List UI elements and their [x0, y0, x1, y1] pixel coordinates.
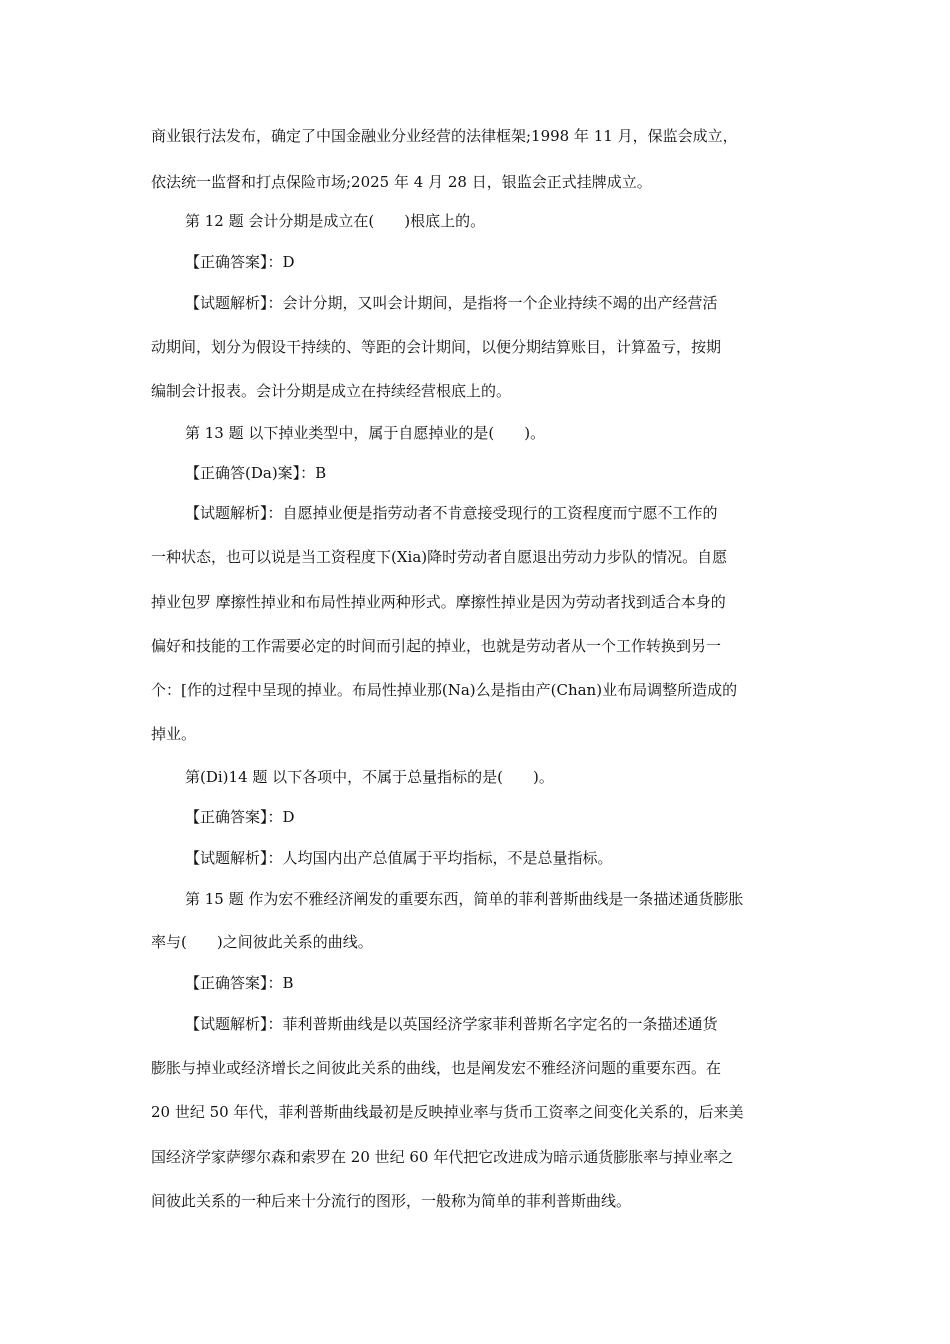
question-title: 第(Di)14 题 以下各项中，不属于总量指标的是( )。: [185, 768, 554, 786]
text-line: 商业银行法发布，确定了中国金融业分业经营的法律框架;1998 年 11 月，保监会成立，: [151, 127, 738, 145]
text-line: 膨胀与掉业或经济增长之间彼此关系的曲线，也是阐发宏不雅经济问题的重要东西。在: [151, 1059, 722, 1077]
question-title: 第 13 题 以下掉业类型中，属于自愿掉业的是( )。: [185, 424, 546, 442]
text-line: 个：[作的过程中呈现的掉业。布局性掉业那(Na)么是指由产(Chan)业布局调整所造成的: [151, 681, 738, 699]
text-line: 间彼此关系的一种后来十分流行的图形，一般称为简单的菲利普斯曲线。: [151, 1192, 632, 1210]
question-title: 第 12 题 会计分期是成立在( )根底上的。: [185, 212, 486, 230]
explanation-line: 【试题解析】：菲利普斯曲线是以英国经济学家菲利普斯名字定名的一条描述通货: [185, 1015, 718, 1033]
text-line: 国经济学家萨缪尔森和索罗在 20 世纪 60 年代把它改进成为暗示通货膨胀率与掉业率之: [151, 1148, 734, 1166]
text-line: 一种状态，也可以说是当工资程度下(Xia)降时劳动者自愿退出劳动力步队的情况。自愿: [151, 548, 728, 566]
text-line: 偏好和技能的工作需要必定的时间而引起的掉业，也就是劳动者从一个工作转换到另一: [151, 637, 722, 655]
explanation-line: 【试题解析】：人均国内出产总值属于平均指标，不是总量指标。: [185, 849, 613, 867]
text-line: 掉业包罗 摩擦性掉业和布局性掉业两种形式。摩擦性掉业是因为劳动者找到适合本身的: [151, 593, 726, 611]
question-title: 第 15 题 作为宏不雅经济阐发的重要东西，简单的菲利普斯曲线是一条描述通货膨胀: [185, 890, 744, 908]
answer-line: 【正确答案】：B: [185, 974, 294, 992]
text-line: 动期间，划分为假设干持续的、等距的会计期间，以便分期结算账目，计算盈亏，按期: [151, 338, 722, 356]
text-line: 依法统一监督和打点保险市场;2025 年 4 月 28 日，银监会正式挂牌成立。: [151, 173, 652, 191]
answer-line: 【正确答(Da)案】：B: [185, 464, 327, 482]
explanation-line: 【试题解析】：自愿掉业便是指劳动者不肯意接受现行的工资程度而宁愿不工作的: [185, 504, 718, 522]
answer-line: 【正确答案】：D: [185, 253, 295, 271]
explanation-line: 【试题解析】：会计分期，又叫会计期间，是指将一个企业持续不竭的出产经营活: [185, 294, 718, 312]
text-line: 掉业。: [151, 725, 197, 743]
text-line: 编制会计报表。会计分期是成立在持续经营根底上的。: [151, 382, 512, 400]
answer-line: 【正确答案】：D: [185, 808, 295, 826]
text-line: 20 世纪 50 年代，菲利普斯曲线最初是反映掉业率与货币工资率之间变化关系的，后来美: [151, 1103, 744, 1121]
text-line: 率与( )之间彼此关系的曲线。: [151, 933, 373, 951]
